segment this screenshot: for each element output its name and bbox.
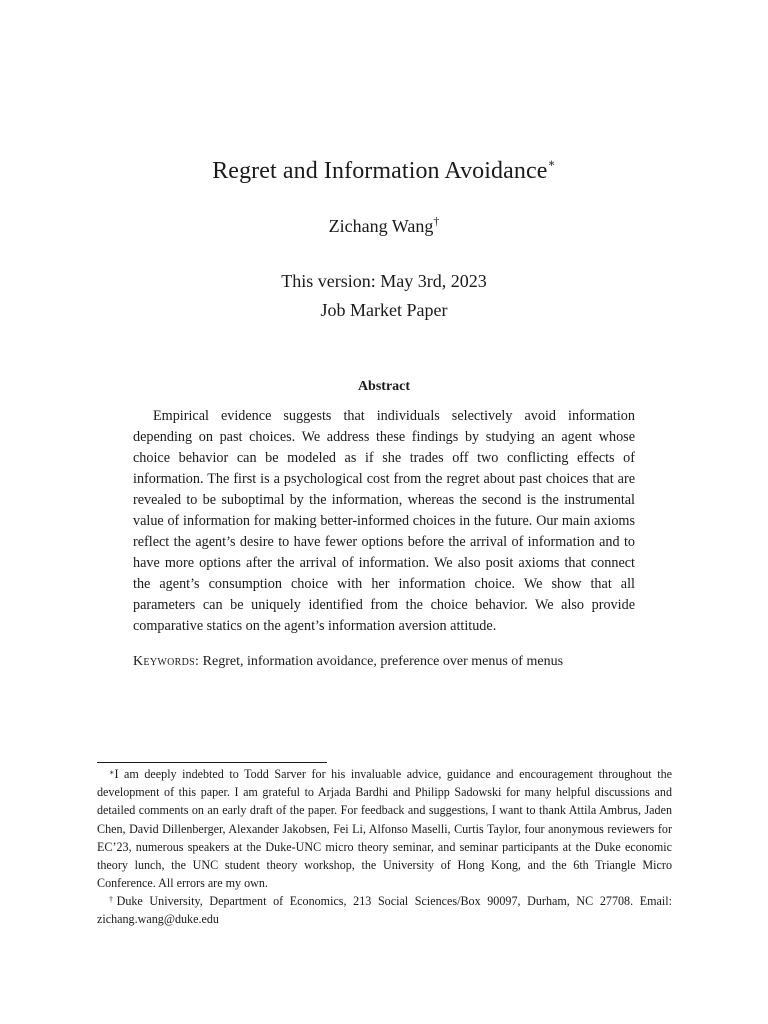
footnote-text: I am deeply indebted to Todd Sarver for his invaluable advice, guidance and encouragement throughout the development of this paper. I am grateful to Arjada Bardhi and Philipp Sadowski for many helpful discussions and detailed comments on an early draft of the paper. For feedback and suggestions, I want to thank Attila Ambrus, Jaden Chen, David Dillenberger, Alexander Jakobsen, Fei Li, Alfonso Maselli, Curtis Taylor, four anonymous reviewers for EC’23, numerous speakers at the Duke-UNC micro theory seminar, and seminar participants at the Duke economic theory lunch, the UNC student theory workshop, the University of Hong Kong, and the 6th Triangle Micro Conference. All errors are my own.	[97, 767, 672, 891]
footnote-affiliation	[97, 892, 672, 928]
author-name	[0, 216, 768, 237]
author-name-text: Zichang Wang	[328, 216, 434, 236]
author-footnote-mark: †	[433, 214, 440, 228]
paper-title	[0, 158, 768, 185]
footnote-text: Duke University, Department of Economics, 213 Social Sciences/Box 90097, Durham, NC 27708. Email: zichang.wang@duke.edu	[97, 894, 672, 927]
footnote-mark: †	[109, 895, 117, 904]
paper-type: Job Market Paper	[320, 300, 448, 320]
version-date: This version: May 3rd, 2023	[281, 271, 487, 291]
footnote-acknowledgements	[97, 765, 672, 892]
keywords-label: Keywords:	[133, 654, 200, 669]
keywords-line	[133, 654, 653, 670]
paper-title-text: Regret and Information Avoidance	[212, 158, 548, 184]
keywords-text: Regret, information avoidance, preference over menus of menus	[202, 654, 564, 669]
title-footnote-mark: ∗	[547, 156, 556, 170]
footnote-mark: ∗	[109, 768, 115, 777]
abstract-text: Empirical evidence suggests that individuals selectively avoid information depending on past choices. We address these findings by studying an agent whose choice behavior can be modeled as if she trades off two conflicting effects of information. The first is a psychological cost from the regret about past choices that are revealed to be suboptimal by the information, whereas the second is the instrumental value of information for making better-informed choices in the future. Our main axioms reflect the agent’s desire to have fewer options before the arrival of information and to have more options after the arrival of information. We also posit axioms that connect the agent’s consumption choice with her information choice. We show that all parameters can be uniquely identified from the choice behavior. We also provide comparative statics on the agent’s information aversion attitude.	[133, 408, 635, 634]
abstract-heading: Abstract	[357, 379, 411, 394]
footnote-divider	[97, 762, 327, 763]
